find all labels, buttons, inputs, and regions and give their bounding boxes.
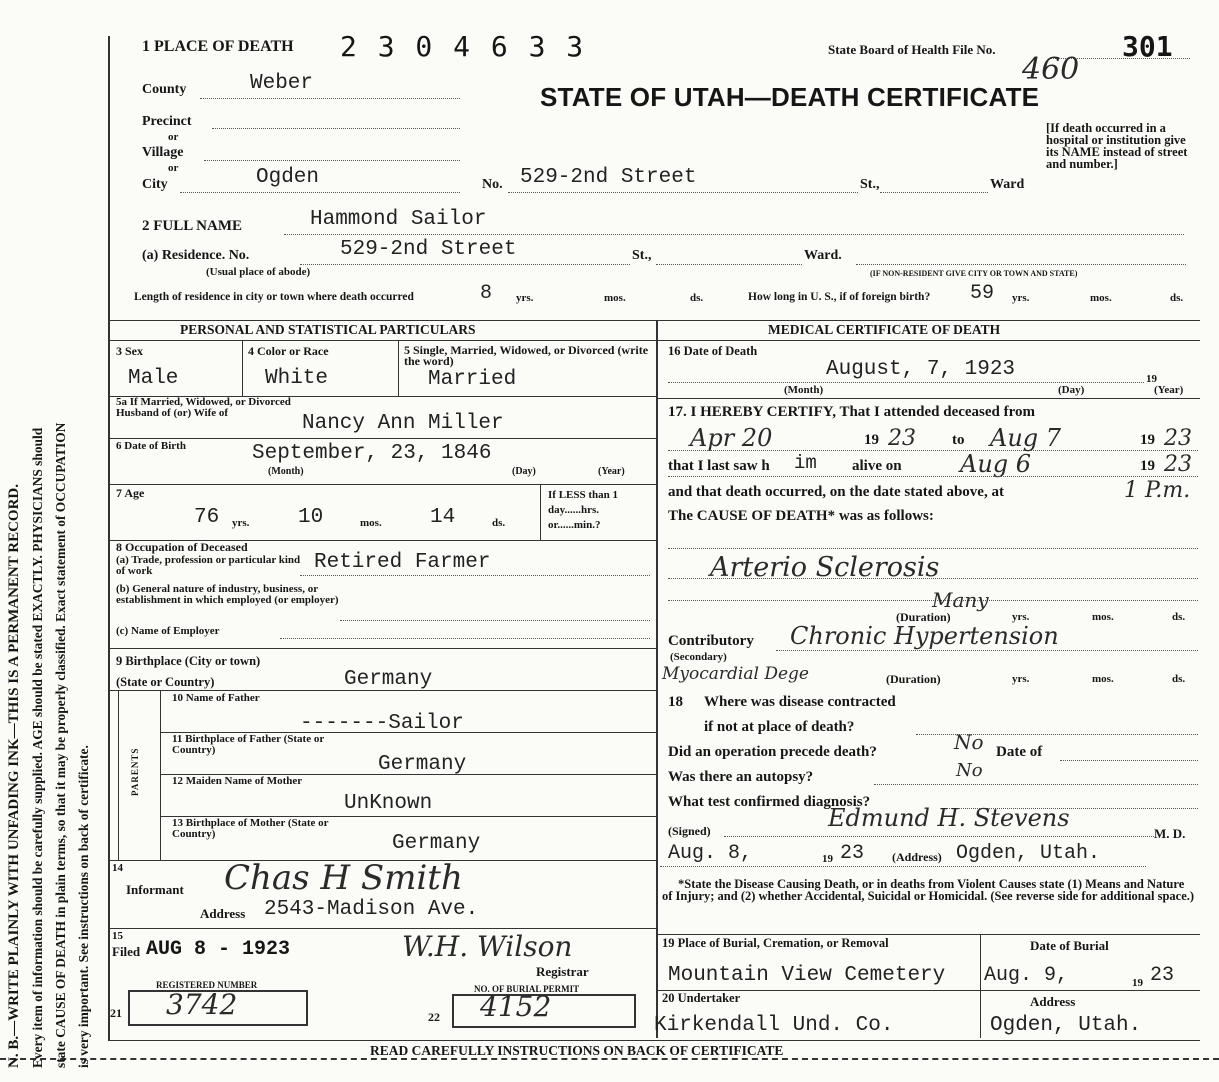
dob-day-label: (Day): [512, 466, 536, 477]
date-of-death-19: 19: [1146, 373, 1157, 385]
cause-of-death: Arterio Sclerosis: [710, 552, 940, 583]
residence-ward-label: Ward.: [804, 248, 842, 263]
burial-year: 23: [1150, 964, 1175, 987]
burial-permit-label: NO. OF BURIAL PERMIT: [474, 984, 580, 994]
autopsy-question: Was there an autopsy?: [668, 769, 814, 785]
attended-from: Apr 20: [690, 424, 773, 452]
him-value: im: [794, 452, 817, 474]
usual-abode-note: (Usual place of abode): [206, 266, 311, 278]
certificate-title: STATE OF UTAH—DEATH CERTIFICATE: [540, 82, 1040, 112]
board-file-label: State Board of Health File No.: [828, 42, 996, 57]
age-days: 14: [430, 506, 456, 529]
occupation-value: Retired Farmer: [314, 551, 491, 574]
birthplace-value: Germany: [344, 668, 433, 691]
board-file-number: 301: [1122, 30, 1173, 63]
contributory-value: Chronic Hypertension: [790, 622, 1059, 650]
dob-label: 6 Date of Birth: [116, 440, 186, 452]
attended-to-label: to: [952, 432, 965, 448]
spouse-label: 5a If Married, Widowed, or Divorced Husband of (or) Wife of: [116, 396, 291, 419]
spouse-value: Nancy Ann Miller: [302, 412, 504, 435]
or-label-1: or: [168, 131, 179, 143]
residence-label: (a) Residence. No.: [142, 248, 250, 263]
last-seen-year: 23: [1164, 452, 1192, 477]
medical-heading: MEDICAL CERTIFICATE OF DEATH: [768, 322, 1001, 337]
physician-signature: Edmund H. Stevens: [828, 804, 1070, 832]
secondary-label: (Secondary): [670, 651, 727, 663]
village-label: Village: [142, 145, 184, 160]
street-no-label: No.: [482, 177, 503, 192]
duration-value: Many: [932, 588, 989, 612]
disease-contracted-q2: if not at place of death?: [704, 719, 855, 735]
registered-number-label: REGISTERED NUMBER: [156, 980, 258, 990]
or-label-2: or: [168, 162, 179, 174]
informant-signature: Chas H Smith: [224, 858, 463, 898]
personal-heading: PERSONAL AND STATISTICAL PARTICULARS: [180, 322, 476, 337]
length-of-residence-label: Length of residence in city or town where death occurred: [134, 291, 414, 303]
mother-birthplace-label: 13 Birthplace of Mother (State or Country): [172, 817, 329, 840]
occupation-c-label: (c) Name of Employer: [116, 625, 220, 637]
date-of-death-value: August, 7, 1923: [826, 358, 1016, 381]
length-mos-label: mos.: [604, 292, 626, 304]
duration-label: (Duration): [896, 610, 951, 624]
signed-date: Aug. 8,: [668, 842, 753, 865]
precinct-label: Precinct: [142, 114, 192, 129]
burial-permit-number: 4152: [480, 990, 552, 1023]
informant-label: Informant: [126, 882, 184, 897]
city-value: Ogden: [256, 166, 320, 189]
age-ds-label: ds.: [492, 517, 506, 529]
undertaker-value: Kirkendall Und. Co.: [654, 1014, 894, 1037]
signed-address-label: (Address): [892, 850, 942, 864]
secondary-duration-label: (Duration): [886, 672, 941, 686]
parents-label: PARENTS: [130, 747, 140, 796]
item-14: 14: [112, 862, 123, 874]
burial-date-label: Date of Burial: [1030, 938, 1109, 953]
age-yrs-label: yrs.: [232, 517, 250, 529]
autopsy-answer: No: [956, 760, 983, 781]
column-divider: [656, 320, 658, 1038]
us-ds-label: ds.: [1170, 292, 1184, 304]
side-note-line-4: is very important. See instructions on back of certificate.: [76, 745, 91, 1068]
side-note-line-3: state CAUSE OF DEATH in plain terms, so that it may be properly classified. Exact statement of OCCUPATION: [53, 422, 68, 1068]
item-18: 18: [668, 694, 683, 710]
full-name-value: Hammond Sailor: [310, 208, 487, 231]
registrar-label: Registrar: [536, 964, 589, 979]
city-label: City: [142, 177, 168, 192]
stamp-number: 2 3 0 4 6 3 3: [340, 30, 586, 63]
death-occurred-text: and that death occurred, on the date stated above, at: [668, 484, 1004, 500]
length-ds-label: ds.: [690, 292, 704, 304]
race-value: White: [265, 367, 329, 390]
secondary-value: Myocardial Dege: [662, 664, 809, 684]
informant-address-label: Address: [200, 906, 246, 921]
birthplace-state-label: (State or Country): [116, 675, 215, 689]
us-residence-label: How long in U. S., if of foreign birth?: [748, 291, 931, 303]
cause-footnote: *State the Disease Causing Death, or in deaths from Violent Causes state (1) Means and Nature of Injury; and (2) whether Accidental, Suicidal or Homicidal. (See reverse side for additional space.): [662, 877, 1195, 903]
sex-label: 3 Sex: [116, 344, 143, 358]
filed-label: Filed: [112, 944, 141, 959]
signed-label: (Signed): [668, 824, 711, 838]
occupation-a-label: (a) Trade, profession or particular kind of work: [116, 554, 301, 577]
left-border: [108, 36, 110, 1040]
death-month-label: (Month): [784, 384, 824, 396]
us-mos-label: mos.: [1090, 292, 1112, 304]
undertaker-address-value: Ogden, Utah.: [990, 1014, 1142, 1037]
father-birthplace-value: Germany: [378, 753, 467, 776]
place-of-death-label: 1 PLACE OF DEATH: [142, 38, 294, 55]
signed-year: 23: [840, 842, 865, 865]
handwritten-file-number: 460: [1022, 52, 1080, 87]
certify-text: 17. I HEREBY CERTIFY, That I attended deceased from: [668, 404, 1036, 420]
birthplace-label: 9 Birthplace (City or town): [116, 654, 261, 668]
us-yrs-label: yrs.: [1012, 292, 1030, 304]
dob-value: September, 23, 1846: [252, 442, 492, 465]
death-year-label: (Year): [1154, 384, 1184, 396]
filed-date: AUG 8 - 1923: [146, 938, 291, 961]
date-of-death-label: 16 Date of Death: [668, 344, 758, 358]
father-name-value: -------Sailor: [300, 712, 464, 735]
side-note-line-2: Every item of information should be carefully supplied. AGE should be stated EXACTLY. PHYSICIANS should: [30, 427, 45, 1068]
date-of-label: Date of: [996, 744, 1043, 760]
mother-name-value: UnKnown: [344, 792, 433, 815]
burial-place-label: 19 Place of Burial, Cremation, or Removal: [662, 936, 889, 950]
registered-number: 3742: [166, 988, 238, 1021]
registrar-signature: W.H. Wilson: [402, 930, 573, 963]
us-residence-years: 59: [970, 282, 995, 305]
footer-instructions: READ CAREFULLY INSTRUCTIONS ON BACK OF CERTIFICATE: [370, 1043, 784, 1058]
test-question: What test confirmed diagnosis?: [668, 794, 871, 810]
st-label: St.,: [860, 177, 880, 192]
age-mos-label: mos.: [360, 517, 382, 529]
informant-address-value: 2543-Madison Ave.: [264, 898, 479, 921]
residence-st-label: St.,: [632, 248, 652, 263]
length-of-residence-years: 8: [480, 282, 493, 305]
alive-on-label: alive on: [852, 458, 902, 474]
mother-birthplace-value: Germany: [392, 832, 481, 855]
full-name-label: 2 FULL NAME: [142, 218, 243, 234]
burial-place-value: Mountain View Cemetery: [668, 964, 946, 987]
race-label: 4 Color or Race: [248, 344, 329, 358]
dob-month-label: (Month): [268, 466, 304, 477]
undertaker-address-label: Address: [1030, 994, 1076, 1009]
last-saw-text: that I last saw h: [668, 458, 770, 474]
county-value: Weber: [250, 72, 314, 95]
signed-address: Ogden, Utah.: [956, 842, 1101, 865]
attended-to: Aug 7: [990, 424, 1062, 452]
county-label: County: [142, 82, 187, 97]
marital-label: 5 Single, Married, Widowed, or Divorced (write the word): [404, 343, 649, 368]
length-yrs-label: yrs.: [516, 292, 534, 304]
contributory-label: Contributory: [668, 633, 754, 649]
marital-value: Married: [428, 368, 517, 391]
operation-answer: No: [954, 730, 984, 754]
father-birthplace-label: 11 Birthplace of Father (State or Country): [172, 733, 325, 756]
attended-from-year: 23: [888, 426, 916, 451]
age-years: 76: [194, 506, 220, 529]
attended-to-year: 23: [1164, 426, 1192, 451]
last-seen-date: Aug 6: [960, 450, 1032, 478]
item-21: 21: [110, 1006, 122, 1020]
cause-text: The CAUSE OF DEATH* was as follows:: [668, 508, 934, 524]
residence-value: 529-2nd Street: [340, 238, 517, 261]
age-label: 7 Age: [116, 486, 145, 500]
less-than-day-label: If LESS than 1 day......hrs. or......min.?: [548, 489, 619, 531]
father-name-label: 10 Name of Father: [172, 692, 260, 704]
operation-question: Did an operation precede death?: [668, 744, 877, 760]
occupation-b-label: (b) General nature of industry, business, or establishment in which employed (or employer): [116, 583, 339, 606]
item-22: 22: [428, 1010, 440, 1024]
disease-contracted-q1: Where was disease contracted: [704, 694, 896, 710]
md-label: M. D.: [1154, 826, 1186, 841]
sex-value: Male: [128, 367, 179, 390]
item-15: 15: [112, 930, 123, 942]
ward-label: Ward: [990, 177, 1025, 192]
undertaker-label: 20 Undertaker: [662, 991, 741, 1005]
non-resident-note: (IF NON-RESIDENT GIVE CITY OR TOWN AND STATE): [870, 269, 1078, 278]
mother-name-label: 12 Maiden Name of Mother: [172, 775, 303, 787]
dob-year-label: (Year): [598, 466, 625, 477]
death-time: 1 P.m.: [1124, 478, 1191, 503]
occupation-label: 8 Occupation of Deceased: [116, 540, 248, 554]
death-day-label: (Day): [1058, 384, 1085, 396]
burial-date-value: Aug. 9,: [984, 964, 1069, 987]
side-note-line-1: N. B.—WRITE PLAINLY WITH UNFADING INK—THIS IS A PERMANENT RECORD.: [6, 484, 22, 1068]
age-months: 10: [298, 506, 324, 529]
street-value: 529-2nd Street: [520, 166, 697, 189]
hospital-note: [If death occurred in a hospital or institution give its NAME instead of street and number.]: [1046, 121, 1188, 171]
